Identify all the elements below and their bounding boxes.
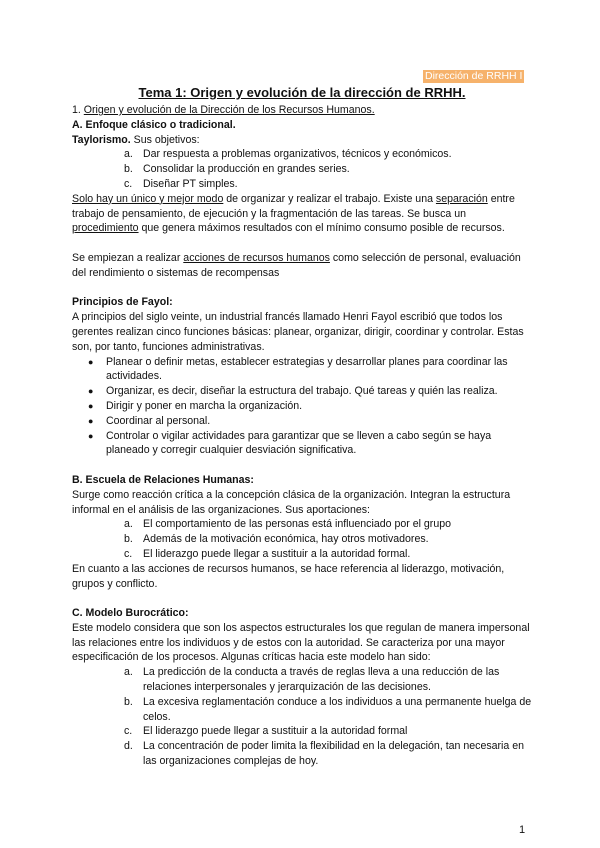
list-item-text: Dirigir y poner en marcha la organización. bbox=[106, 399, 303, 412]
list-marker: c. bbox=[124, 725, 133, 738]
heading-enfoque-clasico: A. Enfoque clásico o tradicional. bbox=[72, 118, 236, 131]
list-item-text: Controlar o vigilar actividades para garantizar que se lleven a cabo según se haya planeado y corregir cualquier desviación significativa. bbox=[106, 429, 492, 457]
list-item-text: La predicción de la conducta a través de reglas lleva a una reducción de las relaciones interpersonales y jerarquización de las decisiones. bbox=[143, 666, 500, 694]
taylorismo-line bbox=[72, 133, 532, 148]
section-number: 1. bbox=[72, 104, 84, 116]
bullet-icon: ● bbox=[88, 400, 94, 411]
list-item-text: El comportamiento de las personas está influenciado por el grupo bbox=[143, 518, 451, 531]
underlined-phrase: Solo hay un único y mejor modo bbox=[72, 192, 224, 205]
list-item bbox=[88, 414, 532, 429]
list-item-text: El liderazgo puede llegar a sustituir a la autoridad formal. bbox=[143, 547, 411, 560]
fayol-list bbox=[72, 355, 532, 459]
underlined-phrase: separación bbox=[435, 192, 488, 205]
section-title: Origen y evolución de la Dirección de los Recursos Humanos. bbox=[83, 104, 375, 116]
heading-modelo-burocratico: C. Modelo Burocrático: bbox=[72, 607, 189, 620]
burocratico-intro: Este modelo considera que son los aspectos estructurales los que regulan de manera impersonal las relaciones entre los individuos y de estos con la autoridad. Se caracteriza por una mayor especificación de los procesos. Algunas críticas hacia este modelo han sido: bbox=[72, 621, 530, 664]
taylorismo-paragraph bbox=[72, 192, 532, 236]
list-item-text: Dar respuesta a problemas organizativos, técnicos y económicos. bbox=[143, 148, 452, 161]
bullet-icon: ● bbox=[88, 430, 94, 441]
list-item bbox=[124, 739, 532, 769]
list-item bbox=[88, 355, 532, 385]
list-marker: b. bbox=[124, 163, 133, 176]
bullet-icon: ● bbox=[88, 356, 94, 367]
paragraph-text: de organizar y realizar el trabajo. Existe una bbox=[223, 192, 436, 205]
criticas-list bbox=[72, 665, 532, 769]
page-number: 1 bbox=[519, 824, 526, 836]
list-item bbox=[124, 547, 532, 562]
list-marker: a. bbox=[124, 518, 133, 531]
list-item-text: Consolidar la producción en grandes series. bbox=[143, 163, 350, 176]
underlined-phrase: acciones de recursos humanos bbox=[183, 251, 330, 264]
list-marker: c. bbox=[124, 547, 133, 560]
list-item-text: Planear o definir metas, establecer estrategias y desarrollar planes para coordinar las actividades. bbox=[106, 355, 508, 383]
acciones-paragraph bbox=[72, 251, 532, 281]
objectives-list bbox=[72, 147, 532, 191]
taylorismo-text: Sus objetivos: bbox=[130, 133, 200, 146]
page-title: Tema 1: Origen y evolución de la dirección de RRHH. bbox=[138, 85, 466, 100]
relaciones-outro: En cuanto a las acciones de recursos humanos, se hace referencia al liderazgo, motivación, grupos y conflicto. bbox=[72, 562, 505, 590]
paragraph-text: Se empiezan a realizar bbox=[72, 251, 184, 264]
paragraph-text: como selección de personal, evaluación del rendimiento o sistemas de recompensas bbox=[72, 251, 521, 279]
heading-relaciones-humanas: B. Escuela de Relaciones Humanas: bbox=[72, 473, 254, 486]
list-item-text: La concentración de poder limita la flexibilidad en la delegación, tan necesaria en las organizaciones complejas de hoy. bbox=[143, 740, 525, 768]
list-item bbox=[124, 532, 532, 547]
list-marker: a. bbox=[124, 148, 133, 161]
list-item bbox=[124, 724, 532, 739]
list-item bbox=[88, 429, 532, 459]
list-marker: b. bbox=[124, 695, 133, 708]
header-tag: Dirección de RRHH I bbox=[425, 70, 523, 82]
underlined-phrase: procedimiento bbox=[72, 222, 139, 235]
list-item-text: La excesiva reglamentación conduce a los individuos a una permanente huelga de celos. bbox=[143, 695, 532, 723]
list-item-text: Diseñar PT simples. bbox=[143, 177, 238, 190]
document-body bbox=[72, 84, 532, 769]
spacer bbox=[72, 458, 532, 473]
list-item-text: Coordinar al personal. bbox=[106, 414, 211, 427]
bullet-icon: ● bbox=[88, 415, 94, 426]
list-marker: a. bbox=[124, 666, 133, 679]
spacer bbox=[72, 591, 532, 606]
list-item bbox=[124, 517, 532, 532]
list-item bbox=[88, 384, 532, 399]
list-marker: b. bbox=[124, 533, 133, 546]
list-item bbox=[124, 147, 532, 162]
spacer bbox=[72, 281, 532, 296]
taylorismo-label: Taylorismo. bbox=[72, 133, 131, 146]
list-marker: c. bbox=[124, 177, 133, 190]
paragraph-text: que genera máximos resultados con el mínimo consumo posible de recursos. bbox=[138, 222, 505, 235]
list-item-text: Además de la motivación económica, hay otros motivadores. bbox=[143, 533, 429, 546]
spacer bbox=[72, 236, 532, 251]
paragraph-text: entre trabajo de pensamiento, de ejecución y la fragmentación de las tareas. Se busca un bbox=[72, 192, 515, 220]
list-item-text: Organizar, es decir, diseñar la estructura del trabajo. Qué tareas y quién las realiza. bbox=[106, 385, 498, 398]
fayol-intro: A principios del siglo veinte, un industrial francés llamado Henri Fayol escribió que todos los gerentes realizan cinco funciones básicas: planear, organizar, dirigir, coordinar y controlar. Estas son, por tanto, funciones administrativas. bbox=[72, 311, 524, 353]
list-item bbox=[124, 695, 532, 725]
list-marker: d. bbox=[124, 740, 133, 753]
list-item bbox=[124, 177, 532, 192]
list-item bbox=[124, 162, 532, 177]
aportaciones-list bbox=[72, 517, 532, 561]
bullet-icon: ● bbox=[88, 386, 94, 397]
heading-principios-fayol: Principios de Fayol: bbox=[72, 296, 173, 309]
relaciones-intro: Surge como reacción crítica a la concepción clásica de la organización. Integran la estructura informal en el análisis de las organizaciones. Sus aportaciones: bbox=[72, 488, 511, 516]
section-heading-1 bbox=[72, 103, 532, 118]
list-item bbox=[124, 665, 532, 695]
list-item-text: El liderazgo puede llegar a sustituir a la autoridad formal bbox=[143, 725, 408, 738]
list-item bbox=[88, 399, 532, 414]
